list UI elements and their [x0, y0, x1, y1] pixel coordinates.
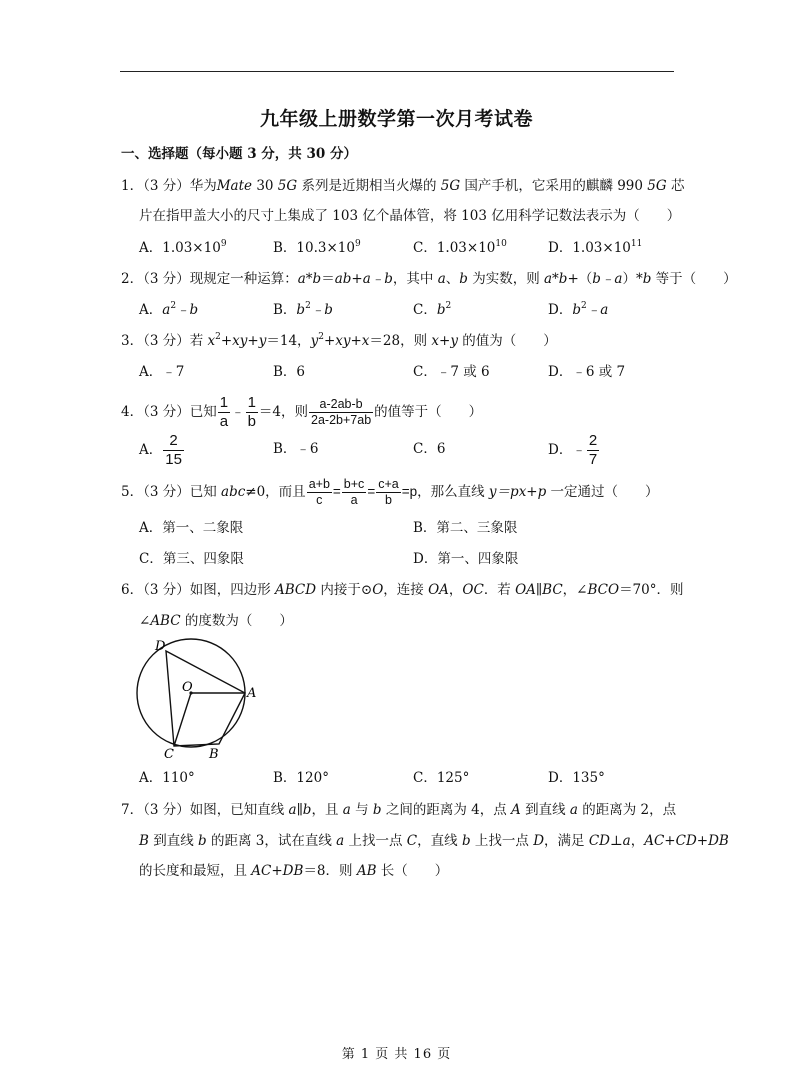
q7-var: B: [139, 833, 149, 849]
label-c: C: [164, 747, 174, 762]
question-1-line-2: 片在指甲盖大小的尺寸上集成了 103 亿个晶体管，将 103 亿用科学记数法表示为（ ）: [139, 208, 681, 224]
q7-text: （3 分）如图，已知直线: [143, 802, 289, 818]
q7-var: a: [336, 833, 345, 849]
q2-option-d[interactable]: [548, 301, 608, 319]
q3-expr: +xy+y: [220, 333, 267, 349]
denominator: b: [247, 413, 256, 430]
q7-text: ，且: [311, 802, 343, 818]
q7-var: b: [372, 802, 382, 818]
option-label: D．: [548, 302, 573, 318]
option-var: ﹣b: [176, 302, 199, 318]
q5-text: ≠0，而且: [245, 484, 306, 500]
option-exponent: 9: [354, 239, 361, 249]
question-1-line-1: [121, 177, 684, 195]
q2-option-b[interactable]: [273, 301, 333, 319]
question-4-line-1: [121, 395, 482, 430]
q7-var: b: [198, 833, 207, 849]
q7-text: 到直线: [148, 833, 199, 849]
q6-var: O: [372, 582, 384, 598]
denominator: a: [219, 413, 229, 430]
q6-text: ＝70°．则: [619, 582, 684, 598]
q4-text: 的值等于（ ）: [374, 404, 483, 420]
q2-text: 、: [445, 271, 460, 287]
q1-5g: 5G: [277, 178, 298, 194]
q7-text: 的长度和最短，且: [139, 863, 252, 879]
question-7-line-3: [139, 862, 448, 880]
q7-text: 长（ ）: [376, 863, 449, 879]
q5-text: ，那么直线: [417, 484, 489, 500]
q2-text: ，其中: [392, 271, 438, 287]
label-a: A: [247, 686, 257, 701]
option-text: C．1.03×10: [413, 240, 496, 256]
q7-var: a: [342, 802, 351, 818]
q7-var: AB: [356, 863, 377, 879]
option-exponent: 2: [170, 301, 177, 311]
q6-text: 内接于⊙: [316, 582, 373, 598]
option-exponent: 2: [580, 301, 587, 311]
q6-var: BCO: [587, 582, 620, 598]
q1-mate: Mate: [216, 178, 253, 194]
q3-expr: +xy+x: [323, 333, 370, 349]
q2-text: +（: [567, 271, 593, 287]
question-number: 5．: [121, 484, 144, 500]
q7-var: D: [533, 833, 545, 849]
q6-option-c[interactable]: C．125°: [413, 770, 470, 786]
q6-option-a[interactable]: A．110°: [139, 770, 195, 786]
q4-option-c[interactable]: C．6: [413, 441, 446, 457]
option-var: ﹣a: [586, 302, 609, 318]
q7-text: 之间的距离为 4，点: [381, 802, 512, 818]
q1-option-b[interactable]: [273, 239, 361, 257]
q4-option-b[interactable]: B．﹣6: [273, 441, 319, 457]
q4-text: ﹣: [231, 404, 245, 420]
q7-var: AC+CD+DB: [644, 833, 729, 849]
q7-text: 与: [350, 802, 373, 818]
option-var: a: [162, 302, 171, 318]
numerator: b+c: [343, 477, 365, 491]
q7-text: 上找一点: [344, 833, 407, 849]
option-exponent: 11: [630, 239, 643, 249]
q2-option-c[interactable]: [413, 301, 451, 319]
fraction-1-over-a: [218, 395, 230, 430]
q1-5g: 5G: [440, 178, 461, 194]
question-score: （3 分）: [143, 178, 190, 194]
q7-text: 的距离 3，试在直线: [206, 833, 337, 849]
q6-text: ．若: [483, 582, 516, 598]
q6-var: ABCD: [275, 582, 317, 598]
q2-var: b: [459, 271, 468, 287]
q5-text: （3 分）已知: [143, 484, 222, 500]
q7-text: ＝8．则: [303, 863, 357, 879]
option-label: D．﹣: [548, 442, 586, 458]
numerator: 2: [588, 432, 598, 449]
q1-option-a[interactable]: [139, 239, 227, 257]
q6-text: ∠: [139, 613, 151, 629]
question-7-line-2: [139, 832, 729, 850]
numerator: c+a: [378, 477, 399, 491]
section-heading: 一、选择题（每小题 3 分，共 30 分）: [121, 146, 357, 162]
option-exponent: 2: [445, 301, 452, 311]
page-title: 九年级上册数学第一次月考试卷: [259, 108, 533, 130]
q1-text: 芯: [666, 178, 685, 194]
q1-5g: 5G: [647, 178, 667, 194]
denominator: 2a-2b+7ab: [311, 413, 372, 427]
question-5-line-1: [121, 476, 659, 508]
numerator: 1: [247, 394, 256, 411]
q7-text: 上找一点: [470, 833, 534, 849]
numerator: a-2ab-b: [309, 398, 373, 413]
option-var: ﹣b: [310, 302, 333, 318]
fraction-a-plus-b-over-c: [307, 478, 332, 507]
q3-exponent: 2: [215, 332, 221, 342]
q3-option-d[interactable]: D．﹣6 或 7: [548, 364, 626, 380]
q2-text: 等于（ ）: [651, 271, 737, 287]
q2-text: ）: [622, 271, 636, 287]
question-2-line-1: [121, 270, 737, 288]
q6-text: ，: [448, 582, 463, 598]
q6-text: ，连接: [383, 582, 429, 598]
option-label: A．: [139, 302, 163, 318]
fraction-1-over-b: [246, 395, 258, 430]
q4-option-a[interactable]: [139, 433, 185, 468]
q2-text: （3 分）现规定一种运算：: [143, 271, 298, 287]
q6-var: OA∥BC: [515, 582, 563, 598]
q7-var: b: [461, 833, 471, 849]
option-exponent: 9: [220, 239, 227, 249]
numerator: 1: [219, 394, 229, 411]
label-d: D: [155, 639, 166, 654]
q2-expr: b﹣a: [592, 271, 623, 287]
option-text: A．1.03×10: [139, 240, 221, 256]
q5-option-d[interactable]: D．第一、四象限: [413, 551, 519, 567]
denominator: 15: [165, 451, 182, 468]
q2-expr: a*b: [544, 271, 568, 287]
q7-var: a∥b: [288, 802, 312, 818]
equals-sign: =: [332, 484, 341, 499]
option-text: D．1.03×10: [548, 240, 631, 256]
q3-text: ＝14，: [266, 333, 311, 349]
q2-expr: ab+a﹣b: [334, 271, 393, 287]
question-number: 3．: [121, 333, 144, 349]
q3-text: 的值为（ ）: [457, 333, 557, 349]
label-o: O: [182, 680, 193, 695]
q7-text: 的距离为 2，点: [577, 802, 677, 818]
page-footer: 第 1 页 共 16 页: [341, 1047, 452, 1062]
question-number: 4．: [121, 404, 144, 420]
q6-var: ABC: [150, 613, 181, 629]
q7-var: CD⊥a: [588, 833, 631, 849]
q3-text: （3 分）若: [143, 333, 208, 349]
q1-text: 30: [252, 178, 278, 194]
q6-option-d[interactable]: D．135°: [548, 770, 605, 786]
q3-option-b[interactable]: B．6: [273, 364, 306, 380]
q2-option-a[interactable]: [139, 301, 198, 319]
option-var: b: [436, 302, 446, 318]
q1-option-c[interactable]: [413, 239, 507, 257]
q4-option-d[interactable]: [548, 433, 600, 468]
q1-text: 华为: [189, 178, 217, 194]
option-label: C．: [413, 302, 437, 318]
header-rule: [120, 71, 674, 72]
q4-text: ＝4，则: [258, 404, 309, 420]
question-6-line-2: [139, 612, 293, 630]
denominator: a: [350, 493, 358, 507]
q6-figure: [133, 637, 263, 762]
label-b: B: [209, 747, 219, 762]
q6-var: OA: [428, 582, 449, 598]
denominator: b: [384, 493, 392, 507]
q1-text: 系列是近期相当火爆的: [297, 178, 441, 194]
q5-option-b[interactable]: B．第二、三象限: [413, 520, 518, 536]
question-number: 2．: [121, 271, 144, 287]
q5-var: abc: [221, 484, 246, 500]
q6-text: 的度数为（ ）: [180, 613, 293, 629]
option-var: b: [572, 302, 581, 318]
q3-option-c[interactable]: C．﹣7 或 6: [413, 364, 490, 380]
q7-text: 到直线: [520, 802, 570, 818]
q3-var: y: [310, 333, 319, 349]
q3-var: x: [207, 333, 216, 349]
q4-text: （3 分）已知: [143, 404, 217, 420]
q7-var: a: [569, 802, 578, 818]
segment-oc: [174, 693, 191, 746]
q2-text: 为实数，则: [467, 271, 544, 287]
q2-var: a: [437, 271, 446, 287]
q2-expr: *b: [635, 271, 652, 287]
option-exponent: 10: [495, 239, 507, 249]
q1-text: 国产手机，它采用的麒麟 990: [460, 178, 648, 194]
q7-text: ，: [630, 833, 645, 849]
question-6-line-1: [121, 581, 684, 599]
numerator: a+b: [308, 477, 330, 491]
equals-p: =p: [401, 484, 418, 499]
equals-sign: =: [367, 484, 376, 499]
q3-option-a[interactable]: A．﹣7: [139, 364, 185, 380]
question-7-line-1: [121, 801, 676, 819]
q2-expr: a*b: [297, 271, 322, 287]
question-number: 1．: [121, 178, 144, 194]
option-label: A．: [139, 442, 163, 458]
q3-expr: x+y: [431, 333, 458, 349]
fraction-c-plus-a-over-b: [376, 478, 401, 507]
q7-var: A: [511, 802, 521, 818]
q7-var: C: [406, 833, 418, 849]
q3-exponent: 2: [318, 332, 324, 342]
q7-var: AC+DB: [251, 863, 304, 879]
question-number: 6．: [121, 582, 144, 598]
q2-text: ＝: [321, 271, 335, 287]
q6-text: ，∠: [562, 582, 588, 598]
fraction-b-plus-c-over-a: [342, 478, 367, 507]
q5-text: 一定通过（ ）: [546, 484, 659, 500]
q6-var: OC: [462, 582, 484, 598]
option-text: B．10.3×10: [273, 240, 355, 256]
option-fraction: [163, 433, 184, 468]
q7-text: ，满足: [544, 833, 589, 849]
option-fraction: [587, 433, 599, 468]
numerator: 2: [163, 433, 184, 451]
q5-line-equation: y＝px+p: [488, 484, 547, 500]
fraction-expression: [309, 398, 373, 427]
question-number: 7．: [121, 802, 144, 818]
q6-option-b[interactable]: B．120°: [273, 770, 329, 786]
q7-text: ，直线: [417, 833, 462, 849]
option-var: b: [296, 302, 306, 318]
option-label: B．: [273, 302, 297, 318]
denominator: c: [316, 493, 323, 507]
q5-option-a[interactable]: A．第一、二象限: [139, 520, 244, 536]
q3-text: ＝28，则: [369, 333, 432, 349]
q6-text: （3 分）如图，四边形: [143, 582, 276, 598]
denominator: 7: [588, 451, 598, 468]
q5-option-c[interactable]: C．第三、四象限: [139, 551, 244, 567]
q1-option-d[interactable]: [548, 239, 642, 257]
option-exponent: 2: [305, 301, 311, 311]
question-3-line-1: [121, 332, 557, 350]
